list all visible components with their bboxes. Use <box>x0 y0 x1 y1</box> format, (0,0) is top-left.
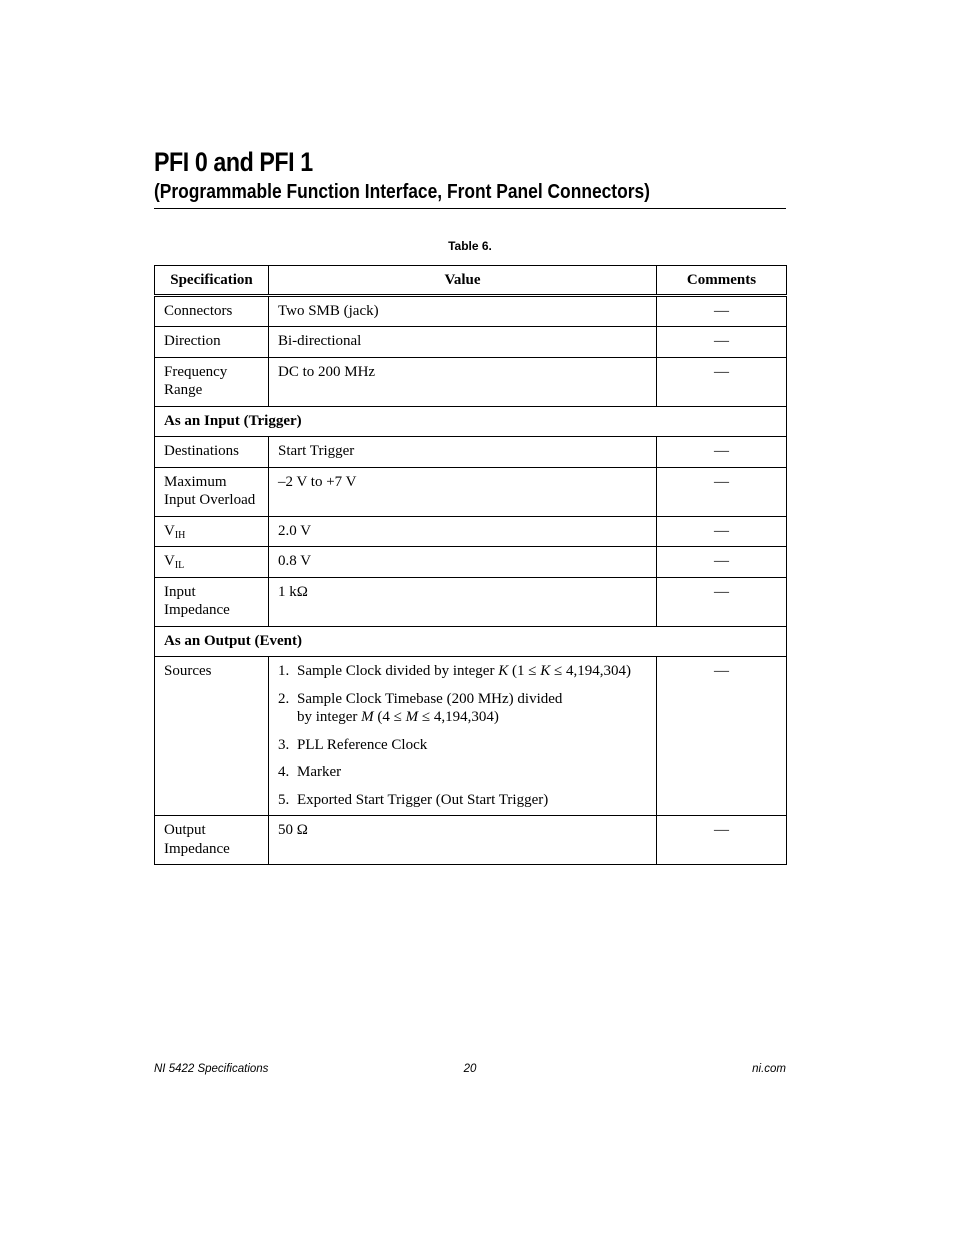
header-value: Value <box>269 266 657 296</box>
value-cell: Two SMB (jack) <box>269 295 657 327</box>
list-var: M <box>405 709 419 725</box>
spec-line: Input <box>164 583 196 600</box>
sources-list <box>278 662 647 809</box>
list-text: Exported Start Trigger (Out Start Trigger) <box>297 791 549 808</box>
header-specification: Specification <box>155 266 269 296</box>
list-text: (4 ≤ <box>373 709 406 725</box>
table-row-vih <box>155 516 787 547</box>
comment-cell: — <box>657 437 787 468</box>
value-cell: –2 V to +7 V <box>269 467 657 516</box>
table-row-frequency-range <box>155 357 787 406</box>
page-subtitle: (Programmable Function Interface, Front Panel Connectors) <box>154 181 650 203</box>
value-cell: Start Trigger <box>269 437 657 468</box>
section-row-output <box>155 626 787 657</box>
value-cell: 0.8 V <box>269 547 657 578</box>
spec-cell <box>155 816 269 865</box>
comment-cell: — <box>657 577 787 626</box>
comment-cell: — <box>657 357 787 406</box>
spec-symbol: V <box>164 522 175 539</box>
spec-cell: Direction <box>155 327 269 358</box>
comment-cell: — <box>657 657 787 816</box>
value-cell: 50 Ω <box>269 816 657 865</box>
value-cell: Bi-directional <box>269 327 657 358</box>
list-text: Sample Clock Timebase (200 MHz) divided <box>297 690 563 707</box>
list-text: Marker <box>297 764 342 780</box>
list-item <box>278 736 647 755</box>
spec-cell <box>155 577 269 626</box>
comment-cell: — <box>657 516 787 547</box>
heading-divider <box>154 208 786 209</box>
spec-cell <box>155 516 269 547</box>
list-number: 4. <box>278 764 290 780</box>
spec-subscript: IH <box>174 529 186 541</box>
section-heading: As an Output (Event) <box>155 626 787 657</box>
list-text: ≤ 4,194,304) <box>418 709 499 725</box>
table-row-max-input-overload <box>155 467 787 516</box>
list-item <box>278 791 647 810</box>
value-cell <box>269 657 657 816</box>
list-text: (1 ≤ <box>508 663 541 679</box>
spec-line: Range <box>164 382 203 398</box>
list-text: PLL Reference Clock <box>297 736 428 753</box>
spec-symbol: V <box>164 553 175 569</box>
list-number: 5. <box>278 791 290 808</box>
comment-cell: — <box>657 547 787 578</box>
list-var: K <box>498 663 509 679</box>
list-item <box>278 662 647 681</box>
spec-cell: Connectors <box>155 295 269 327</box>
spec-cell: Sources <box>155 657 269 816</box>
table-row-vil <box>155 547 787 578</box>
list-number: 2. <box>278 690 290 707</box>
comment-cell: — <box>657 816 787 865</box>
spec-line: Maximum <box>164 473 227 490</box>
section-heading: As an Input (Trigger) <box>155 406 787 437</box>
comment-cell: — <box>657 467 787 516</box>
page-title: PFI 0 and PFI 1 <box>154 147 313 177</box>
list-number: 3. <box>278 736 290 753</box>
list-text: by integer <box>297 709 362 725</box>
value-cell: DC to 200 MHz <box>269 357 657 406</box>
spec-cell: Destinations <box>155 437 269 468</box>
spec-cell <box>155 547 269 578</box>
table-row-sources <box>155 657 787 816</box>
table-row-input-impedance <box>155 577 787 626</box>
table-row-direction <box>155 327 787 358</box>
list-text: ≤ 4,194,304) <box>550 663 631 679</box>
spec-line: Input Overload <box>164 492 256 508</box>
spec-line: Impedance <box>164 602 230 618</box>
footer-page-number: 20 <box>463 1063 477 1075</box>
list-number: 1. <box>278 663 290 679</box>
spec-cell <box>155 467 269 516</box>
table-row-connectors <box>155 295 787 327</box>
header-comments: Comments <box>657 266 787 296</box>
table-row-destinations <box>155 437 787 468</box>
spec-subscript: IL <box>174 560 185 571</box>
comment-cell: — <box>657 327 787 358</box>
table-row-output-impedance <box>155 816 787 865</box>
spec-line: Frequency <box>164 363 228 380</box>
value-cell: 1 kΩ <box>269 577 657 626</box>
comment-cell: — <box>657 295 787 327</box>
spec-cell <box>155 357 269 406</box>
list-var: M <box>361 709 374 725</box>
footer-website: ni.com <box>752 1063 786 1075</box>
list-var: K <box>540 663 551 679</box>
table-caption: Table 6. <box>448 239 492 253</box>
spec-line: Impedance <box>164 840 230 857</box>
spec-line: Output <box>164 822 206 838</box>
list-item <box>278 763 647 782</box>
list-text: Sample Clock divided by integer <box>297 663 499 679</box>
table-header-row <box>155 266 787 296</box>
list-item <box>278 690 647 727</box>
footer-document-title: NI 5422 Specifications <box>154 1063 269 1075</box>
value-cell: 2.0 V <box>269 516 657 547</box>
specifications-table <box>154 265 787 865</box>
section-row-input <box>155 406 787 437</box>
